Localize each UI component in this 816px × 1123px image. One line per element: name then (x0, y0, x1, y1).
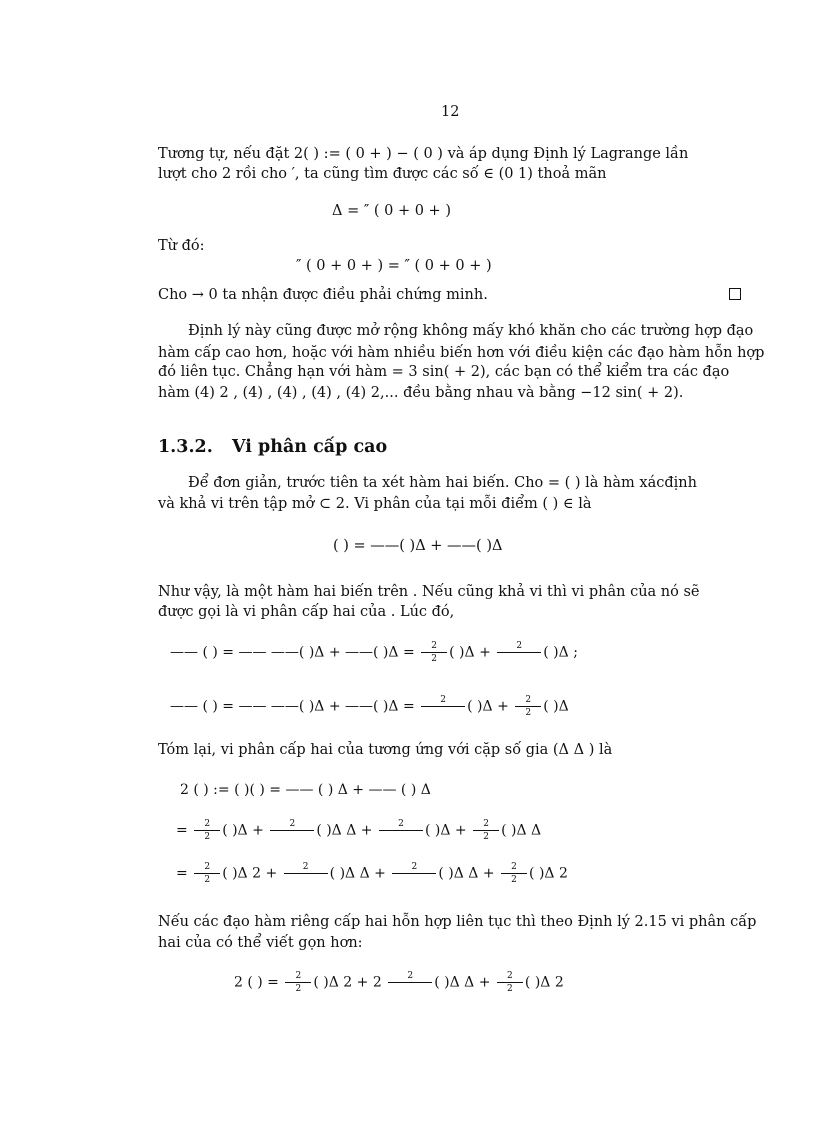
fraction-den: 2 (204, 875, 211, 885)
fraction-den (388, 983, 432, 995)
fraction-num: 2 (289, 819, 296, 829)
fraction (421, 640, 447, 665)
fraction (270, 818, 314, 843)
qed-box-icon (729, 288, 741, 300)
para1-line2: lượt cho 2 rồi cho ′, ta cũng tìm được các số ∈ (0 1) thoả mãn (158, 166, 607, 182)
eq8-e: ( )Δ 2 (529, 865, 568, 882)
para6-line2: hai của có thể viết gọn hơn: (158, 935, 363, 951)
eq8-d: ( )Δ Δ + (438, 865, 495, 882)
fraction-num: 2 (407, 971, 414, 981)
equation-equal-derivatives: ″ ( 0 + 0 + ) = ″ ( 0 + 0 + ) (296, 258, 492, 274)
eq9-a: 2 ( ) = (234, 974, 279, 991)
eq4-tail-b: ( )Δ ; (543, 644, 578, 661)
equation-d2f-expanded (176, 818, 541, 843)
eq8-c: ( )Δ Δ + (329, 865, 386, 882)
fraction (194, 818, 220, 843)
fraction-den: 2 (507, 984, 513, 994)
para2-line1: Định lý này cũng được mở rộng không mấy khó khăn cho các trường hợp đạo (188, 323, 754, 339)
eq4-lhs: —— ( ) = —— ——( )Δ + ——( )Δ = (170, 644, 415, 661)
equation-delta: Δ = ″ ( 0 + 0 + ) (332, 203, 451, 219)
fraction-num: 2 (204, 819, 211, 829)
para5: Tóm lại, vi phân cấp hai của tương ứng với cặp số gia (Δ Δ ) là (158, 742, 613, 758)
fraction (379, 818, 423, 843)
eq7-eq: = (176, 822, 188, 839)
eq5-lhs: —— ( ) = —— ——( )Δ + ——( )Δ = (170, 698, 415, 715)
fraction-den: 2 (431, 654, 437, 664)
fraction-num: 2 (440, 695, 446, 705)
eq7-c: ( )Δ Δ + (316, 822, 373, 839)
fraction-num: 2 (511, 862, 517, 872)
eq5-tail-a: ( )Δ + (467, 698, 509, 715)
proof-conclusion: Cho → 0 ta nhận được điều phải chứng minh. (158, 287, 488, 303)
section-number: 1.3.2. (158, 437, 213, 457)
para4-line1: Như vậy, là một hàm hai biến trên . Nếu cũng khả vi thì vi phân của nó sẽ (158, 584, 700, 600)
fraction-num: 2 (483, 819, 489, 829)
equation-differential: ( ) = ——( )Δ + ——( )Δ (333, 538, 503, 554)
section-title: Vi phân cấp cao (232, 437, 388, 457)
para3-line2: và khả vi trên tập mở ⊂ 2. Vi phân của tại mỗi điểm ( ) ∈ là (158, 496, 592, 512)
fraction-den (270, 831, 314, 843)
fraction-den (284, 874, 328, 886)
fraction-den (497, 653, 541, 665)
fraction-num: 2 (507, 971, 513, 981)
fraction (285, 970, 311, 995)
fraction (497, 970, 523, 995)
eq9-c: ( )Δ Δ + (434, 974, 491, 991)
eq5-tail-b: ( )Δ (543, 698, 569, 715)
fraction (388, 970, 432, 995)
fraction-den (421, 707, 465, 719)
fraction-den (379, 831, 423, 843)
para6-line1: Nếu các đạo hàm riêng cấp hai hỗn hợp liên tục thì theo Định lý 2.15 vi phân cấp (158, 914, 757, 930)
fraction-den: 2 (511, 875, 517, 885)
fraction-den: 2 (295, 984, 302, 994)
tu-do-label: Từ đó: (158, 238, 205, 254)
eq7-e: ( )Δ Δ (501, 822, 542, 839)
equation-second-diff-y (170, 694, 569, 719)
para4-line2: được gọi là vi phân cấp hai của . Lúc đó, (158, 604, 455, 620)
equation-d2f-terms (176, 861, 568, 886)
para1-line1: Tương tự, nếu đặt 2( ) := ( 0 + ) − ( 0 ) và áp dụng Định lý Lagrange lần (158, 146, 689, 162)
page-number: 12 (441, 104, 460, 120)
eq8-eq: = (176, 865, 188, 882)
fraction (515, 694, 541, 719)
fraction (421, 694, 465, 719)
fraction-num: 2 (295, 971, 302, 981)
fraction (284, 861, 328, 886)
fraction-num: 2 (398, 819, 404, 829)
equation-d2f-definition: 2 ( ) := ( )( ) = —— ( ) Δ + —— ( ) Δ (180, 782, 431, 798)
fraction (473, 818, 499, 843)
fraction-num: 2 (525, 695, 532, 705)
fraction-den: 2 (525, 708, 532, 718)
eq8-b: ( )Δ 2 + (222, 865, 278, 882)
para2-line3: đó liên tục. Chẳng hạn với hàm = 3 sin( + 2), các bạn có thể kiểm tra các đạo (158, 364, 730, 380)
eq7-b: ( )Δ + (222, 822, 264, 839)
fraction-num: 2 (516, 641, 523, 651)
fraction-den: 2 (204, 832, 211, 842)
eq7-d: ( )Δ + (425, 822, 467, 839)
eq4-tail-a: ( )Δ + (449, 644, 491, 661)
equation-d2f-compact (234, 970, 564, 995)
fraction-num: 2 (431, 641, 437, 651)
fraction (194, 861, 220, 886)
para2-line2: hàm cấp cao hơn, hoặc với hàm nhiều biến hơn với điều kiện các đạo hàm hỗn hợp (158, 345, 765, 361)
fraction (497, 640, 541, 665)
fraction-num: 2 (204, 862, 211, 872)
fraction-den: 2 (483, 832, 489, 842)
eq9-d: ( )Δ 2 (524, 974, 564, 991)
fraction (501, 861, 527, 886)
eq9-b: ( )Δ 2 + 2 (313, 974, 382, 991)
para2-line4: hàm (4) 2 , (4) , (4) , (4) , (4) 2,... đều bằng nhau và bằng −12 sin( + 2). (158, 385, 684, 401)
fraction (392, 861, 436, 886)
fraction-num: 2 (411, 862, 418, 872)
equation-second-diff-x (170, 640, 578, 665)
para3-line1: Để đơn giản, trước tiên ta xét hàm hai biến. Cho = ( ) là hàm xácđịnh (188, 475, 697, 491)
fraction-den (392, 874, 436, 886)
fraction-num: 2 (302, 862, 309, 872)
